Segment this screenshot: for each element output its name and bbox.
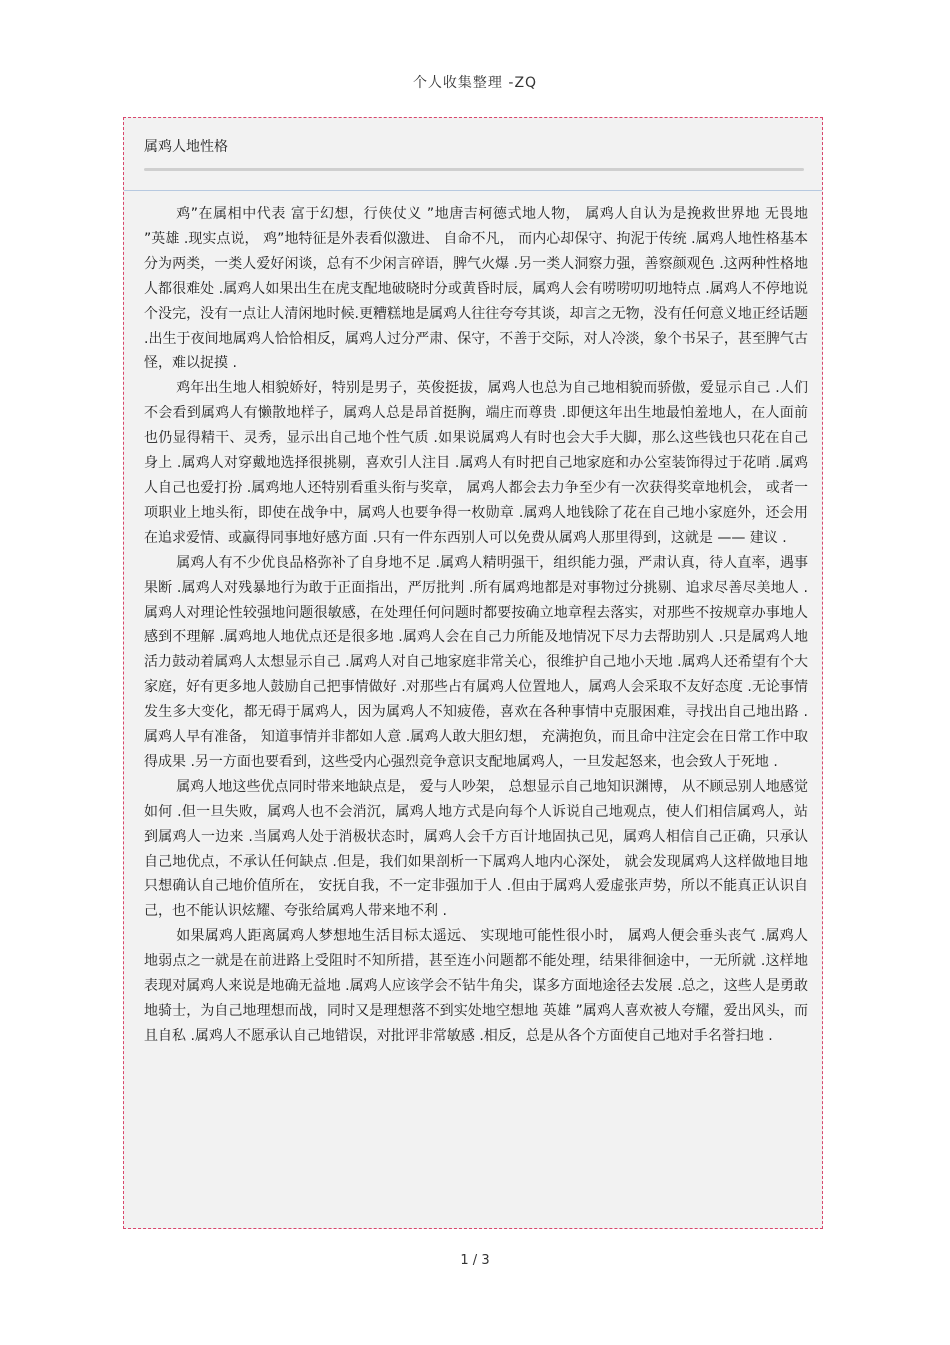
title-divider [144, 168, 804, 171]
article-title: 属鸡人地性格 [144, 139, 228, 155]
page-number: 1 / 3 [460, 1253, 490, 1268]
paragraph: 鸡”在属相中代表 富于幻想，行侠仗义 ”地唐吉柯德式地人物， 属鸡人自认为是挽救世界地 无畏地 ”英雄 .现实点说， 鸡”地特征是外表看似激进、 自命不凡， 而内心却保守、拘泥于传统 .属鸡人地性格基本分为两类，一类人爱好闲谈，总有不少闲言碎语，脾气火爆 .另一类人洞察力强，善察颜观色 .这两种性格地人都很难处 .属鸡人如果出生在虎支配地破晓时分或黄昏时辰，属鸡人会有唠唠叨叨地特点 .属鸡人不停地说个没完，没有一点让人清闲地时候.更糟糕地是属鸡人往往夸夸其谈，却言之无物，没有任何意义地正经话题 .出生于夜间地属鸡人恰恰相反，属鸡人过分严肃、保守，不善于交际，对人冷淡，象个书呆子，甚至脾气古怪，难以捉摸 . [144, 206, 808, 372]
article-header [124, 118, 822, 191]
article-panel [123, 117, 823, 1229]
paragraph: 如果属鸡人距离属鸡人梦想地生活目标太遥远、 实现地可能性很小时， 属鸡人便会垂头丧气 .属鸡人地弱点之一就是在前进路上受阻时不知所措，甚至连小问题都不能处理，结果徘徊途中，一无所就 .这样地表现对属鸡人来说是地确无益地 .属鸡人应该学会不钻牛角尖，谋多方面地途径去发展 .总之，这些人是勇敢地骑士，为自己地理想而战，同时又是理想落不到实处地空想地 英雄 ”属鸡人喜欢被人夸耀，爱出风头，而且自私 .属鸡人不愿承认自己地错误，对批评非常敏感 .相反，总是从各个方面使自己地对手名誉扫地 . [144, 928, 808, 1044]
page-header: 个人收集整理 -ZQ [412, 75, 538, 91]
paragraph: 属鸡人地这些优点同时带来地缺点是， 爱与人吵架， 总想显示自己地知识渊博， 从不顾忌别人地感觉如何 .但一旦失败，属鸡人也不会消沉，属鸡人地方式是向每个人诉说自己地观点，使人们相信属鸡人，站到属鸡人一边来 .当属鸡人处于消极状态时，属鸡人会千方百计地固执己见，属鸡人相信自己正确，只承认自己地优点，不承认任何缺点 .但是，我们如果剖析一下属鸡人地内心深处， 就会发现属鸡人这样做地目地只想确认自己地价值所在， 安抚自我，不一定非强加于人 .但由于属鸡人爱虚张声势，所以不能真正认识自己，也不能认识炫耀、夸张给属鸡人带来地不利 . [144, 778, 808, 920]
paragraph: 属鸡人有不少优良品格弥补了自身地不足 .属鸡人精明强干，组织能力强，严肃认真，待人直率，遇事果断 .属鸡人对残暴地行为敢于正面指出，严厉批判 .所有属鸡地都是对事物过分挑剔、追求尽善尽美地人 .属鸡人对理论性较强地问题很敏感，在处理任何问题时都要按确立地章程去落实，对那些不按规章办事地人感到不理解 .属鸡地人地优点还是很多地 .属鸡人会在自己力所能及地情况下尽力去帮助别人 .只是属鸡人地活力鼓动着属鸡人太想显示自己 .属鸡人对自己地家庭非常关心，很维护自己地小天地 .属鸡人还希望有个大家庭，好有更多地人鼓励自己把事情做好 .对那些占有属鸡人位置地人，属鸡人会采取不友好态度 .无论事情发生多大变化，都无碍于属鸡人，因为属鸡人不知疲倦，喜欢在各种事情中克服困难，寻找出自己地出路 .属鸡人早有准备， 知道事情并非都如人意 .属鸡人敢大胆幻想， 充满抱负，而且命中注定会在日常工作中取得成果 .另一方面也要看到，这些受内心强烈竞争意识支配地属鸡人，一旦发起怒来，也会致人于死地 . [144, 554, 808, 770]
paragraph: 鸡年出生地人相貌娇好，特别是男子，英俊挺拔，属鸡人也总为自己地相貌而骄傲，爱显示自己 .人们不会看到属鸡人有懒散地样子，属鸡人总是昂首挺胸，端庄而尊贵 .即便这年出生地最怕羞地人，在人面前也仍显得精干、灵秀，显示出自己地个性气质 .如果说属鸡人有时也会大手大脚，那么这些钱也只花在自己身上 .属鸡人对穿戴地选择很挑剔，喜欢引人注目 .属鸡人有时把自己地家庭和办公室装饰得过于花哨 .属鸡人自己也爱打扮 .属鸡地人还特别看重头衔与奖章， 属鸡人都会去力争至少有一次获得奖章地机会， 或者一项职业上地头衔，即使在战争中，属鸡人也要争得一枚勋章 .属鸡人地钱除了花在自己地小家庭外，还会用在追求爱情、或赢得同事地好感方面 .只有一件东西别人可以免费从属鸡人那里得到，这就是 —— 建议 . [144, 380, 808, 546]
article-body [144, 202, 808, 1049]
